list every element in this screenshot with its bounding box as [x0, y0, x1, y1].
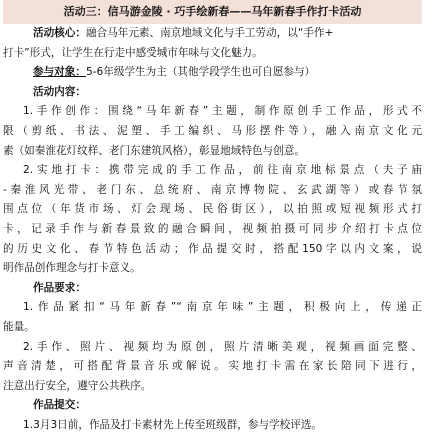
target-value: 5-6年级学生为主（其他学段学生也可自愿参与） [85, 66, 316, 79]
item2-line-3: 围点位（年货市场、灯会现场、民俗街区），以拍照或短视频形式打 [3, 203, 422, 216]
content-label: 活动内容： [33, 85, 86, 98]
requirement2-line-2: 声音清楚，可搭配背景音乐或解说。实地打卡需在家长陪同下进行， [3, 360, 422, 373]
core-line-2: 打卡”形式，让学生在行走中感受城市年味与文化魅力。 [3, 46, 263, 59]
item1-line-2: 限（剪纸、书法、泥塑、手工编织、马形摆件等），融入南京文化元 [3, 124, 422, 137]
core-label: 活动核心： [33, 27, 86, 39]
requirements-label: 作品要求： [33, 281, 86, 294]
item1-line-1: 1.手作创作：围绕“马年新春”主题，制作原创手工作品，形式不 [23, 105, 422, 118]
item1-line-3: 素（如秦淮花灯纹样、老门东建筑风格），彰显地域特色与创意。 [3, 144, 305, 157]
core-line-1 [3, 24, 422, 44]
item2-line-4: 卡，记录手作与新春景致的融合瞬间，视频拍摄可同步介绍打卡点位 [3, 222, 422, 235]
activity-title: 活动三：信马游金陵 · 巧手绘新春——马年新春手作打卡活动 [3, 0, 422, 24]
core-text-1: 融合马年元素、南京地域文化与手工劳动，以“手作+ [85, 27, 334, 39]
item2-line-2: -秦淮风光带、老门东、总统府、南京博物院、玄武湖等）或春节氛 [3, 183, 422, 196]
item2-line-1: 2.实地打卡：携带完成的手工作品，前往南京地标景点（夫子庙 [23, 164, 422, 177]
submission-line-1: 1.3月3日前，作品及打卡素材先上传至班级群，参与学校评选。 [23, 418, 323, 431]
requirement2-line-3: 注意出行安全，遵守公共秩序。 [3, 379, 152, 392]
item2-line-5: 的历史文化、春节特色活动；作品提交时，搭配150字以内文案，说 [3, 242, 422, 255]
requirement1-line-2: 能量。 [3, 320, 35, 333]
item2-line-6: 明作品创作理念与打卡意义。 [3, 262, 141, 275]
target-label: 参与对象： [33, 66, 86, 79]
requirement1-line-1: 1.作品紧扣“马年新春”“南京年味”主题，积极向上，传递正 [23, 301, 422, 314]
target-line [3, 63, 422, 83]
submission-label: 作品提交： [33, 399, 86, 412]
requirement2-line-1: 2.手作、照片、视频均为原创，照片清晰美观，视频画面完整、 [23, 340, 422, 353]
